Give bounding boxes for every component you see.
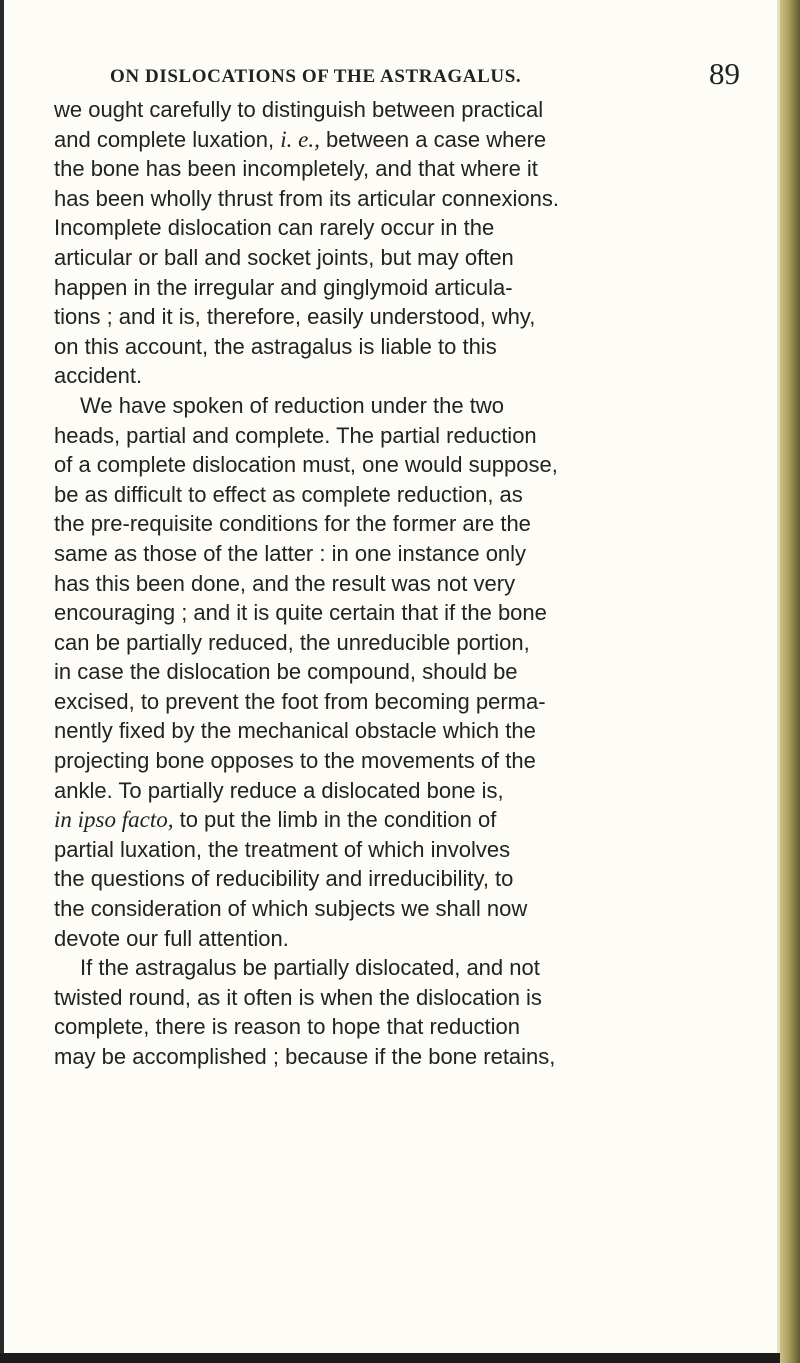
text-line: on this account, the astragalus is liable to this (54, 333, 497, 359)
text-line: excised, to prevent the foot from becoming perma- (54, 688, 546, 714)
page-left-edge (0, 0, 4, 1363)
text-line: the consideration of which subjects we shall now (54, 896, 528, 922)
paragraph-start-line: We have spoken of reduction under the two (80, 392, 504, 418)
text-line: nently fixed by the mechanical obstacle which the (54, 718, 536, 744)
text-line: can be partially reduced, the unreducible portion, (54, 629, 530, 655)
text-line: has been wholly thrust from its articular connexions. (54, 185, 560, 211)
paragraph-start-line: If the astragalus be partially dislocated, and not (80, 955, 540, 981)
running-head (110, 56, 750, 92)
text-line: the questions of reducibility and irreducibility, to (54, 866, 514, 892)
text-line: happen in the irregular and ginglymoid articula- (54, 274, 513, 300)
text-line: be as difficult to effect as complete reduction, as (54, 481, 523, 507)
text-segment: between a case where (319, 126, 547, 152)
text-segment: to put the limb in the condition of (173, 807, 497, 833)
text-line: of a complete dislocation must, one would suppose, (54, 452, 558, 478)
text-line: same as those of the latter : in one instance only (54, 540, 527, 566)
text-line: complete, there is reason to hope that reduction (54, 1014, 520, 1040)
text-line: articular or ball and socket joints, but may often (54, 244, 514, 270)
text-line (54, 805, 754, 835)
text-line (54, 125, 754, 155)
text-line: in case the dislocation be compound, should be (54, 659, 518, 685)
text-line: projecting bone opposes to the movements of the (54, 748, 536, 774)
text-segment: and complete luxation, (54, 126, 281, 152)
text-line: the bone has been incompletely, and that where it (54, 156, 538, 182)
text-line: heads, partial and complete. The partial reduction (54, 422, 537, 448)
text-line: may be accomplished ; because if the bone retains, (54, 1044, 556, 1069)
text-line: we ought carefully to distinguish between practical (54, 97, 544, 122)
text-line: has this been done, and the result was not very (54, 570, 516, 596)
page-bottom-edge (0, 1353, 780, 1363)
body-text (54, 95, 754, 1072)
text-line: devote our full attention. (54, 925, 289, 951)
text-line: encouraging ; and it is quite certain that if the bone (54, 600, 547, 626)
text-line: accident. (54, 363, 143, 389)
running-title: ON DISLOCATIONS OF THE ASTRAGALUS. (110, 66, 522, 87)
book-spine-edge (780, 0, 800, 1363)
text-line: tions ; and it is, therefore, easily understood, why, (54, 304, 536, 330)
text-line: ankle. To partially reduce a dislocated bone is, (54, 777, 504, 803)
page-number: 89 (709, 56, 740, 91)
italic-phrase: in ipso facto, (54, 807, 174, 833)
text-line: twisted round, as it often is when the dislocation is (54, 984, 542, 1010)
text-line: the pre-requisite conditions for the former are the (54, 511, 531, 537)
text-line: Incomplete dislocation can rarely occur in the (54, 215, 495, 241)
text-line: partial luxation, the treatment of which involves (54, 836, 511, 862)
italic-phrase: i. e., (280, 126, 320, 152)
